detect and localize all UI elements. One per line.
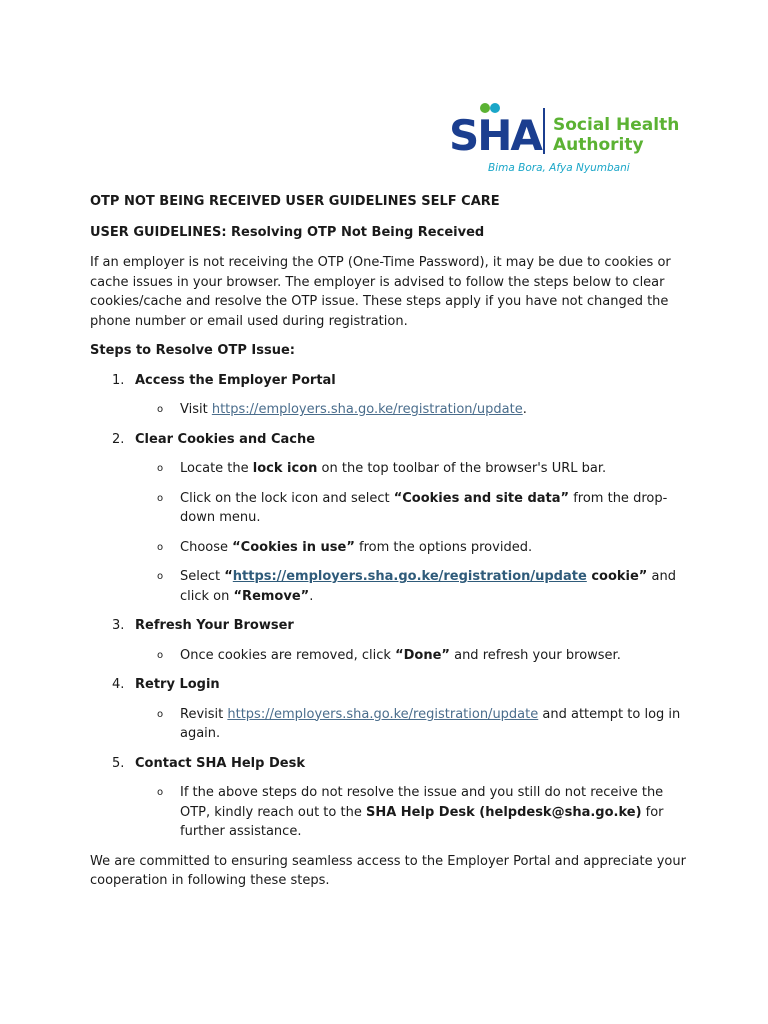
step-sublist xyxy=(135,400,690,420)
step-number: 3. xyxy=(112,618,125,633)
bullet-glyph: o xyxy=(157,463,164,474)
sub-item xyxy=(135,567,690,606)
sub-text-bold: “Cookies and site data” xyxy=(393,490,570,506)
logo-wordmark: SHA xyxy=(449,111,541,160)
step-number: 4. xyxy=(112,677,125,692)
sub-text-bold: “ xyxy=(224,569,233,584)
sub-text-bold: lock icon xyxy=(252,461,318,476)
sub-item xyxy=(135,459,690,479)
employer-portal-link[interactable]: https://employers.sha.go.ke/registration/update xyxy=(227,706,539,722)
sub-text-bold: cookie” xyxy=(586,569,648,584)
helpdesk-contact: SHA Help Desk (helpdesk@sha.go.ke) xyxy=(365,804,642,820)
sub-item xyxy=(135,705,690,744)
step-sublist xyxy=(135,459,690,606)
sub-text: If the above steps do not resolve the issue and you still do not receive the OTP, kindly reach out to the xyxy=(180,785,664,820)
bullet-glyph: o xyxy=(157,404,164,415)
sub-text-bold: “Remove” xyxy=(233,588,310,604)
sub-text: Select xyxy=(180,569,225,584)
bullet-glyph: o xyxy=(157,649,164,661)
step-title: Refresh Your Browser xyxy=(135,618,294,633)
sub-item xyxy=(135,400,690,420)
step-number: 2. xyxy=(112,431,125,447)
step-number: 5. xyxy=(112,755,125,771)
sub-text: Revisit xyxy=(180,706,228,722)
sub-item xyxy=(135,538,690,558)
step-title: Access the Employer Portal xyxy=(135,372,336,388)
sub-item xyxy=(135,646,690,666)
bullet-glyph: o xyxy=(157,492,164,504)
document-subtitle: USER GUIDELINES: Resolving OTP Not Being Received xyxy=(90,224,485,240)
sub-text: Click on the lock icon and select xyxy=(180,490,394,506)
sub-text: from the options provided. xyxy=(354,539,533,555)
step-sublist xyxy=(135,705,690,744)
employer-portal-link[interactable]: https://employers.sha.go.ke/registration/update xyxy=(211,402,523,417)
bullet-glyph: o xyxy=(157,571,164,582)
sub-text: for further assistance. xyxy=(180,804,664,839)
document-title: OTP NOT BEING RECEIVED USER GUIDELINES SELF CARE xyxy=(90,194,500,209)
employer-portal-cookie-link[interactable]: https://employers.sha.go.ke/registration/update xyxy=(232,569,587,584)
step-item xyxy=(90,430,690,607)
sub-text: and attempt to log in again. xyxy=(180,706,681,741)
logo-name-line1: Social Health xyxy=(553,115,680,135)
sha-logo xyxy=(447,98,687,180)
sub-text: Visit xyxy=(180,402,212,417)
step-item xyxy=(90,675,690,744)
sub-text: Locate the xyxy=(180,461,253,476)
sub-text-bold: “Cookies in use” xyxy=(232,539,355,555)
logo-name-line2: Authority xyxy=(553,135,644,155)
sub-text: . xyxy=(309,588,314,604)
logo-divider xyxy=(543,108,545,154)
sub-text-bold: “Done” xyxy=(395,647,450,663)
step-sublist xyxy=(135,783,690,842)
sub-item xyxy=(135,489,690,528)
sub-text: and refresh your browser. xyxy=(449,647,621,663)
bullet-glyph: o xyxy=(157,787,164,798)
step-item xyxy=(90,754,690,842)
sub-item xyxy=(135,783,690,842)
steps-heading: Steps to Resolve OTP Issue: xyxy=(90,343,295,358)
step-title: Contact SHA Help Desk xyxy=(135,755,305,771)
step-item xyxy=(90,371,690,420)
bullet-glyph: o xyxy=(157,541,164,553)
step-title: Clear Cookies and Cache xyxy=(135,431,316,447)
bullet-glyph: o xyxy=(157,708,164,720)
sub-text: Once cookies are removed, click xyxy=(180,647,396,663)
sub-text: from the drop-down menu. xyxy=(180,490,668,525)
closing-paragraph: We are committed to ensuring seamless access to the Employer Portal and appreciate your cooperation in following these steps. xyxy=(90,853,686,888)
step-title: Retry Login xyxy=(135,677,220,692)
step-sublist xyxy=(135,646,690,666)
sub-text: . xyxy=(522,402,527,417)
intro-paragraph: If an employer is not receiving the OTP (One-Time Password), it may be due to cookies or cache issues in your browser. The employer is advised to follow the steps below to clear cookies/cache and resolve the OTP issue. These steps apply if you have not changed the phone number or email used during registration. xyxy=(90,255,671,329)
steps-list xyxy=(90,371,690,842)
sub-text: Choose xyxy=(180,539,233,555)
sub-text: and click on xyxy=(180,569,676,604)
document-body xyxy=(90,192,690,891)
step-number: 1. xyxy=(112,372,125,388)
step-item xyxy=(90,616,690,665)
logo-tagline: Bima Bora, Afya Nyumbani xyxy=(488,162,630,174)
sub-text: on the top toolbar of the browser's URL bar. xyxy=(317,461,607,476)
